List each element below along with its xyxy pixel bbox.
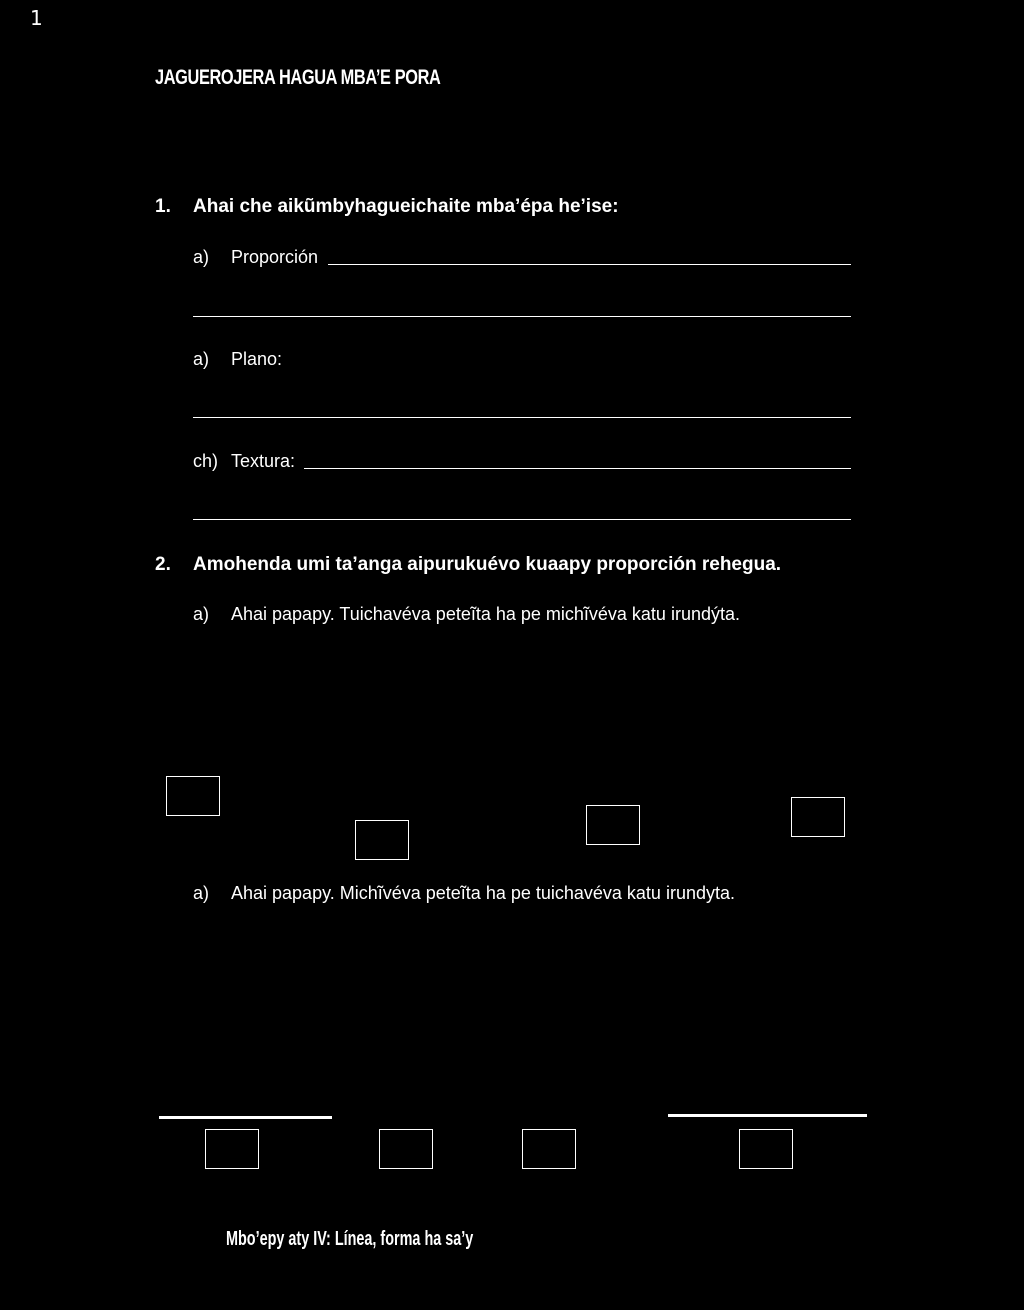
- answer-box[interactable]: [355, 820, 409, 860]
- answer-line[interactable]: [193, 316, 851, 317]
- item-label: Plano:: [231, 349, 283, 369]
- item-label: Ahai papapy. Michĩvéva peteĩta ha pe tuichavéva katu irundyta.: [231, 883, 735, 903]
- question-1: [155, 196, 855, 220]
- q1-item-proporcion: [193, 247, 893, 271]
- answer-line[interactable]: [304, 468, 851, 469]
- item-mark: a): [193, 247, 210, 267]
- answer-box[interactable]: [166, 776, 220, 816]
- question-2-number: 2.: [155, 554, 171, 575]
- q2-item-b: [193, 883, 953, 907]
- item-label: Textura:: [231, 451, 296, 471]
- answer-line[interactable]: [193, 519, 851, 520]
- answer-line[interactable]: [328, 264, 851, 265]
- item-mark: ch): [193, 451, 219, 471]
- answer-box[interactable]: [379, 1129, 433, 1169]
- question-2: [155, 554, 915, 578]
- section-header: JAGUEROJERA HAGUA MBA’E PORA: [155, 66, 441, 89]
- question-2-text: Amohenda umi ta’anga aipurukuévo kuaapy proporción rehegua.: [193, 554, 782, 575]
- question-1-number: 1.: [155, 196, 171, 217]
- item-mark: a): [193, 349, 210, 369]
- answer-box[interactable]: [522, 1129, 576, 1169]
- page-footer: Mbo’epy aty IV: Línea, forma ha sa’y: [226, 1228, 474, 1250]
- answer-box[interactable]: [205, 1129, 259, 1169]
- image-edge: [668, 1114, 867, 1117]
- q1-item-plano: [193, 349, 893, 373]
- item-mark: a): [193, 883, 210, 903]
- page-number: 1: [30, 6, 43, 30]
- item-label: Proporción: [231, 247, 319, 267]
- answer-box[interactable]: [586, 805, 640, 845]
- answer-box[interactable]: [739, 1129, 793, 1169]
- image-edge: [159, 1116, 332, 1119]
- item-mark: a): [193, 604, 210, 624]
- item-label: Ahai papapy. Tuichavéva peteĩta ha pe michĩvéva katu irundýta.: [231, 604, 740, 624]
- q1-item-textura: [193, 451, 893, 475]
- answer-line[interactable]: [193, 417, 851, 418]
- q2-item-a: [193, 604, 953, 628]
- answer-box[interactable]: [791, 797, 845, 837]
- question-1-text: Ahai che aikũmbyhagueichaite mba’épa he’ise:: [193, 196, 619, 217]
